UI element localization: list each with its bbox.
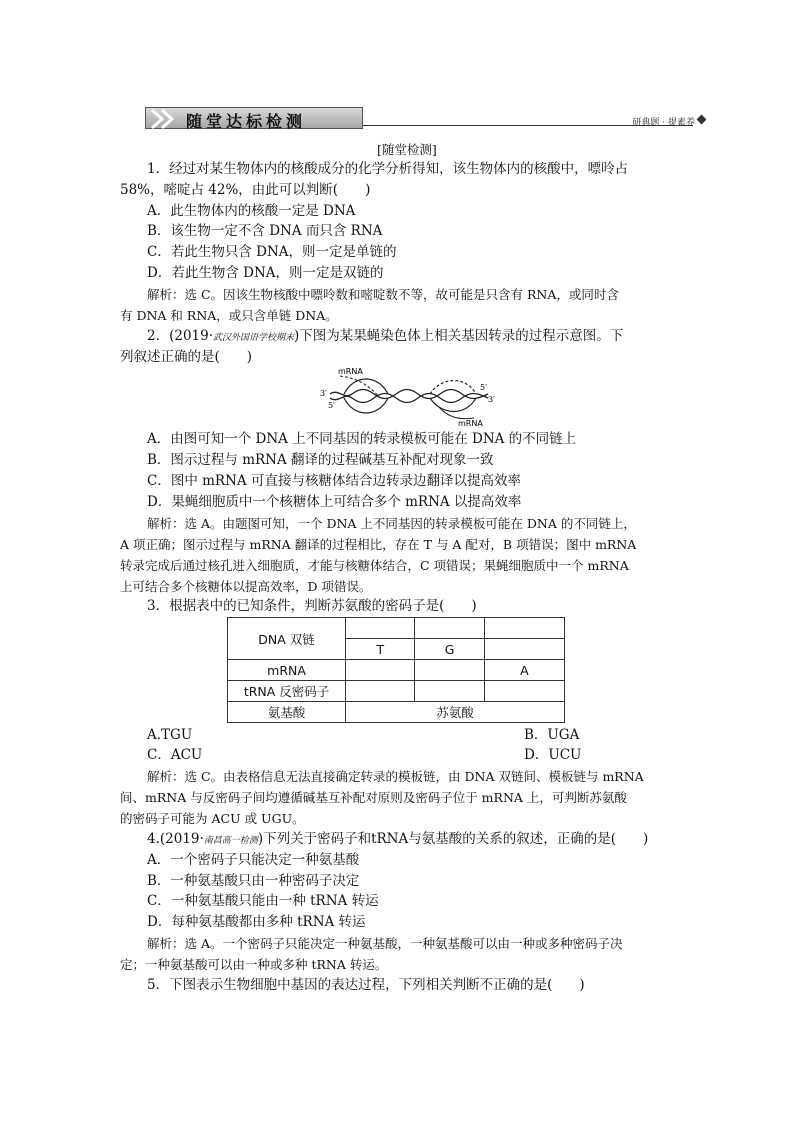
dna-cell-1-1: [346, 618, 415, 639]
dna-cell-2-2: G: [415, 639, 484, 660]
banner-subtitle: 研典题 · 提素养: [632, 118, 695, 128]
trna-cell-1: [346, 681, 415, 702]
label-mrna-top: mRNA: [338, 367, 363, 376]
label-right-5: 5′: [480, 383, 487, 392]
q4-option-b: B．一种氨基酸只由一种密码子决定: [147, 873, 360, 889]
section-label: [随堂检测]: [377, 142, 437, 157]
q4-analysis-line2: 定；一种氨基酸可以由一种或多种 tRNA 转运。: [120, 957, 388, 972]
label-left-5: 5′: [328, 401, 335, 410]
q2-stem-line1: [147, 327, 623, 348]
q3-option-c: C．ACU: [147, 747, 203, 763]
q3-stem: 3．根据表中的已知条件，判断苏氨酸的密码子是( ): [147, 598, 477, 614]
q2-analysis-line2: A 项正确；图示过程与 mRNA 翻译的过程相比，存在 T 与 A 配对，B 项错误；图中 mRNA: [120, 537, 637, 552]
q4-analysis-line1: 解析：选 A。一个密码子只能决定一种氨基酸，一种氨基酸可以由一种或多种密码子决: [147, 936, 623, 951]
dna-cell-1-3: [484, 618, 564, 639]
amino-acid-value: 苏氨酸: [346, 702, 565, 723]
codon-table: [227, 617, 565, 723]
q1-option-b: B．该生物一定不含 DNA 而只含 RNA: [147, 223, 383, 239]
q4-stem: [147, 830, 648, 851]
q2-stem-rest: )下图为某果蝇染色体上相关基因转录的过程示意图。下: [294, 328, 624, 344]
double-chevron-icon: [148, 108, 184, 130]
transcription-diagram: [318, 366, 503, 428]
row-header-trna: tRNA 反密码子: [228, 681, 346, 702]
q1-option-c: C．若此生物只含 DNA，则一定是单链的: [147, 244, 397, 260]
q2-stem-line2: 列叙述正确的是( ): [120, 349, 253, 365]
dna-cell-1-2: [415, 618, 484, 639]
q1-stem-line1: 1．经过对某生物体内的核酸成分的化学分析得知，该生物体内的核酸中，嘌呤占: [147, 161, 629, 177]
q3-option-a: A.TGU: [147, 727, 193, 743]
q2-analysis-line1: 解析：选 A。由题图可知，一个 DNA 上不同基因的转录模板可能在 DNA 的不同链上，: [147, 516, 636, 531]
q3-analysis-line2: 间、mRNA 与反密码子间均遵循碱基互补配对原则及密码子位于 mRNA 上，可判断苏氨酸: [120, 790, 627, 805]
q4-source: 南昌高一检测: [203, 836, 258, 846]
q4-number: 4.(2019·: [147, 831, 204, 847]
q5-stem: 5．下图表示生物细胞中基因的表达过程，下列相关判断不正确的是( ): [147, 977, 585, 993]
q2-option-c: C．图中 mRNA 可直接与核糖体结合边转录边翻译以提高效率: [147, 473, 521, 489]
mrna-cell-1: [346, 660, 415, 681]
q2-source: 武汉外国语学校期末: [213, 333, 295, 343]
trna-cell-3: [484, 681, 564, 702]
banner-title-box: [145, 107, 363, 129]
left-bubble-upper: [344, 379, 388, 394]
row-header-mrna: mRNA: [228, 660, 346, 681]
label-right-3: 3′: [488, 395, 495, 404]
right-mrna-strand: [438, 406, 474, 419]
mrna-cell-2: [415, 660, 484, 681]
q1-stem-line2: 58%，嘧啶占 42%，由此可以判断( ): [120, 182, 371, 198]
q3-option-b: B．UGA: [524, 727, 580, 743]
row-header-amino-acid: 氨基酸: [228, 702, 346, 723]
q4-option-c: C．一种氨基酸只能由一种 tRNA 转运: [147, 893, 379, 909]
q2-number: 2．(2019·: [147, 328, 214, 344]
q4-option-a: A．一个密码子只能决定一种氨基酸: [147, 852, 360, 868]
q2-option-d: D．果蝇细胞质中一个核糖体上可结合多个 mRNA 以提高效率: [147, 494, 522, 510]
q3-analysis-line3: 的密码子可能为 ACU 或 UGU。: [120, 811, 305, 826]
q2-option-a: A．由图可知一个 DNA 上不同基因的转录模板可能在 DNA 的不同链上: [147, 431, 577, 447]
right-bubble-upper: [430, 381, 476, 395]
q1-analysis-line1: 解析：选 C。因该生物核酸中嘌呤数和嘧啶数不等，故可能是只含有 RNA，或同时含: [147, 287, 619, 302]
row-header-dna: DNA 双链: [228, 618, 346, 660]
q1-option-a: A．此生物体内的核酸一定是 DNA: [147, 203, 356, 219]
left-bubble-lower: [344, 398, 388, 413]
q1-option-d: D．若此生物含 DNA，则一定是双链的: [147, 265, 384, 281]
mrna-cell-3: A: [484, 660, 564, 681]
q3-analysis-line1: 解析：选 C。由表格信息无法直接确定转录的模板链，由 DNA 双链间、模板链与 mRNA: [147, 769, 644, 784]
label-left-3: 3′: [320, 389, 327, 398]
right-bubble-lower: [430, 398, 476, 412]
trna-cell-2: [415, 681, 484, 702]
q3-option-d: D．UCU: [524, 747, 582, 763]
q2-analysis-line4: 上可结合多个核糖体以提高效率，D 项错误。: [120, 579, 372, 594]
q4-stem-rest: )下列关于密码子和tRNA与氨基酸的关系的叙述，正确的是( ): [257, 831, 649, 847]
section-banner: [145, 107, 705, 129]
q2-analysis-line3: 转录完成后通过核孔进入细胞质，才能与核糖体结合，C 项错误；果蝇细胞质中一个 mRNA: [120, 558, 629, 573]
q2-option-b: B．图示过程与 mRNA 翻译的过程碱基互补配对现象一致: [147, 452, 494, 468]
q4-option-d: D．每种氨基酸都由多种 tRNA 转运: [147, 914, 366, 930]
label-mrna-bottom: mRNA: [458, 419, 483, 428]
q1-analysis-line2: 有 DNA 和 RNA，或只含单链 DNA。: [120, 308, 338, 323]
banner-title: 随堂达标检测: [186, 112, 307, 131]
dna-cell-2-3: [484, 639, 564, 660]
diamond-icon: [697, 115, 707, 125]
dna-cell-2-1: T: [346, 639, 415, 660]
